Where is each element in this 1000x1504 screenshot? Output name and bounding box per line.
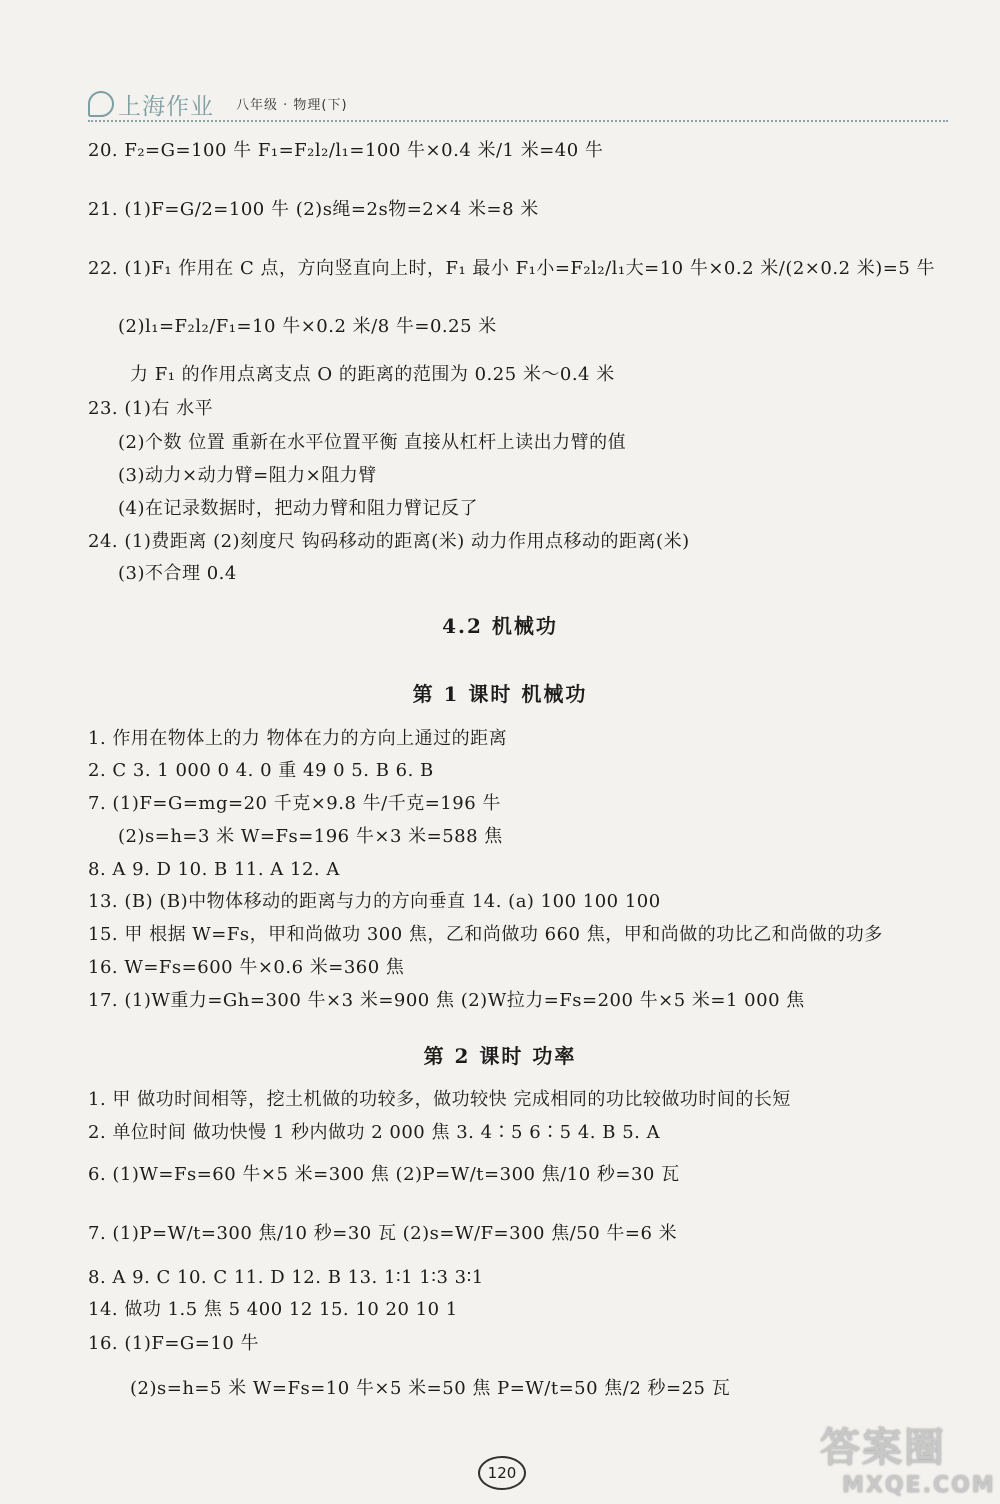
answer-23-4: (4)在记录数据时，把动力臂和阻力臂记反了 (118, 498, 478, 519)
lesson-2-title: 第 2 课时 功率 (423, 1044, 577, 1068)
answer-22-2: (2)l₁=F₂l₂/F₁=10 牛×0.2 米/8 牛=0.25 米 (118, 316, 497, 337)
page-number: 120 (478, 1456, 526, 1490)
brand-icon (88, 91, 114, 117)
page-header (88, 86, 948, 122)
lesson2-answer-7: 7. (1)P=W/t=300 焦/10 秒=30 瓦 (2)s=W/F=300 焦/50 牛=6 米 (88, 1223, 678, 1244)
lesson1-answer-1: 1. 作用在物体上的力 物体在力的方向上通过的距离 (88, 728, 508, 749)
answer-24-3: (3)不合理 0.4 (118, 563, 237, 584)
lesson2-answer-14-15: 14. 做功 1.5 焦 5 400 12 15. 10 20 10 1 (88, 1299, 458, 1320)
brand-name: 上海作业 (118, 94, 214, 120)
answer-22-1: 22. (1)F₁ 作用在 C 点，方向竖直向上时，F₁ 最小 F₁小=F₂l₂/l₁大=10 牛×0.2 米/(2×0.2 米)=5 牛 (88, 258, 936, 279)
answer-22-range: 力 F₁ 的作用点离支点 O 的距离的范围为 0.25 米～0.4 米 (130, 364, 615, 385)
watermark-logo (820, 1416, 996, 1498)
answer-20: 20. F₂=G=100 牛 F₁=F₂l₂/l₁=100 牛×0.4 米/1 米=40 牛 (88, 140, 604, 161)
lesson1-answer-16: 16. W=Fs=600 牛×0.6 米=360 焦 (88, 957, 405, 978)
lesson1-answer-7-1: 7. (1)F=G=mg=20 千克×9.8 牛/千克=196 牛 (88, 793, 501, 814)
lesson1-answer-2-6: 2. C 3. 1 000 0 4. 0 重 49 0 5. B 6. B (88, 760, 434, 781)
watermark-sub: MXQE.COM (842, 1473, 996, 1498)
header-subtitle: 八年级 · 物理(下) (236, 98, 348, 113)
lesson1-answer-8-12: 8. A 9. D 10. B 11. A 12. A (88, 859, 340, 880)
answer-23-3: (3)动力×动力臂=阻力×阻力臂 (118, 465, 377, 486)
section-title-4-2: 4.2 机械功 (442, 614, 558, 638)
lesson1-answer-13-14: 13. (B) (B)中物体移动的距离与力的方向垂直 14. (a) 100 100 100 (88, 891, 661, 912)
answer-24-1: 24. (1)费距离 (2)刻度尺 钩码移动的距离(米) 动力作用点移动的距离(米) (88, 531, 690, 552)
lesson2-answer-8-13: 8. A 9. C 10. C 11. D 12. B 13. 1∶1 1∶3 3∶1 (88, 1267, 484, 1288)
lesson2-answer-16-1: 16. (1)F=G=10 牛 (88, 1333, 260, 1354)
lesson1-answer-17: 17. (1)W重力=Gh=300 牛×3 米=900 焦 (2)W拉力=Fs=200 牛×5 米=1 000 焦 (88, 990, 805, 1011)
answer-23-1: 23. (1)右 水平 (88, 398, 214, 419)
lesson2-answer-16-2: (2)s=h=5 米 W=Fs=10 牛×5 米=50 焦 P=W/t=50 焦/2 秒=25 瓦 (130, 1378, 731, 1399)
lesson2-answer-6: 6. (1)W=Fs=60 牛×5 米=300 焦 (2)P=W/t=300 焦/10 秒=30 瓦 (88, 1164, 680, 1185)
lesson2-answer-2-5: 2. 单位时间 做功快慢 1 秒内做功 2 000 焦 3. 4∶5 6∶5 4. B 5. A (88, 1122, 661, 1143)
lesson-1-title: 第 1 课时 机械功 (412, 682, 588, 706)
watermark-main: 答案圈 (820, 1425, 946, 1471)
lesson2-answer-1: 1. 甲 做功时间相等，挖土机做的功较多，做功较快 完成相同的功比较做功时间的长短 (88, 1089, 791, 1110)
lesson1-answer-7-2: (2)s=h=3 米 W=Fs=196 牛×3 米=588 焦 (118, 826, 503, 847)
brand-logo (88, 88, 214, 121)
answer-23-2: (2)个数 位置 重新在水平位置平衡 直接从杠杆上读出力臂的值 (118, 432, 627, 453)
lesson1-answer-15: 15. 甲 根据 W=Fs，甲和尚做功 300 焦，乙和尚做功 660 焦，甲和尚做的功比乙和尚做的功多 (88, 924, 883, 945)
answer-21: 21. (1)F=G/2=100 牛 (2)s绳=2s物=2×4 米=8 米 (88, 199, 539, 220)
